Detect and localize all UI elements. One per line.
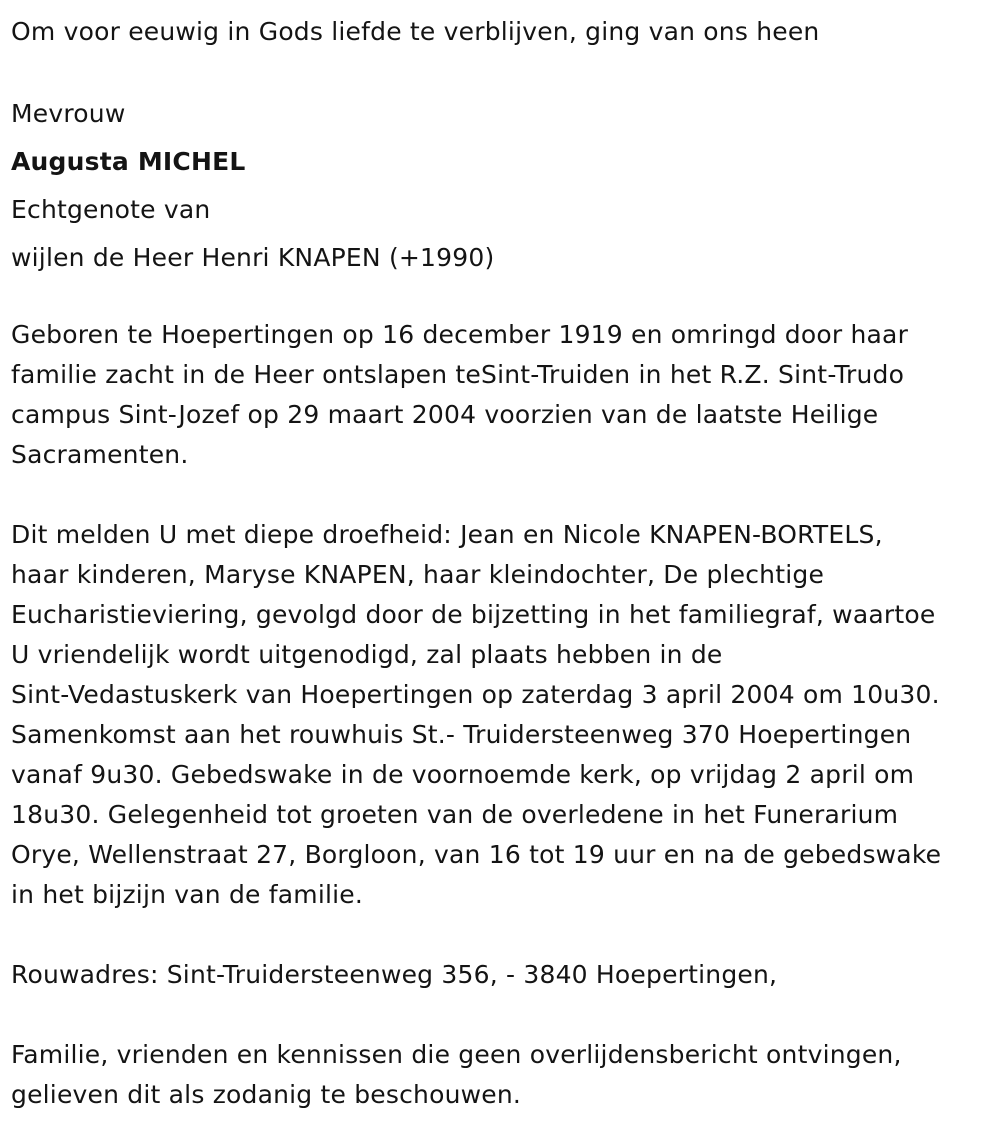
- paragraph-line: Dit melden U met diepe droefheid: Jean en Nicole KNAPEN-BORTELS,: [11, 520, 883, 549]
- paragraph-line: familie zacht in de Heer ontslapen teSint-Truiden in het R.Z. Sint-Trudo: [11, 360, 905, 389]
- paragraph-line: Familie, vrienden en kennissen die geen overlijdensbericht ontvingen,: [11, 1040, 902, 1069]
- mourning-address: Rouwadres: Sint-Truidersteenweg 356, - 3840 Hoepertingen,: [11, 960, 778, 989]
- spacer: [11, 475, 990, 515]
- closing-paragraph: [11, 1035, 990, 1115]
- paragraph-line: vanaf 9u30. Gebedswake in de voornoemde kerk, op vrijdag 2 april om: [11, 760, 915, 789]
- paragraph-line: gelieven dit als zodanig te beschouwen.: [11, 1080, 522, 1109]
- spouse-text: wijlen de Heer Henri KNAPEN (+1990): [11, 243, 495, 272]
- paragraph-line: Orye, Wellenstraat 27, Borgloon, van 16 tot 19 uur en na de gebedswake: [11, 840, 942, 869]
- paragraph-line: Sacramenten.: [11, 440, 189, 469]
- paragraph-line: 18u30. Gelegenheid tot groeten van de overledene in het Funerarium: [11, 800, 899, 829]
- honorific: Mevrouw: [11, 99, 126, 128]
- spacer: [11, 282, 990, 315]
- announcement-paragraph: [11, 515, 990, 915]
- intro-text: Om voor eeuwig in Gods liefde te verblijven, ging van ons heen: [11, 17, 820, 46]
- paragraph-line: Sint-Vedastuskerk van Hoepertingen op zaterdag 3 april 2004 om 10u30.: [11, 680, 940, 709]
- spacer: [11, 56, 990, 90]
- spacer: [11, 995, 990, 1035]
- birth-death-paragraph: [11, 315, 990, 475]
- paragraph-line: U vriendelijk wordt uitgenodigd, zal plaats hebben in de: [11, 640, 723, 669]
- relation-text: Echtgenote van: [11, 195, 211, 224]
- paragraph-line: haar kinderen, Maryse KNAPEN, haar kleindochter, De plechtige: [11, 560, 825, 589]
- paragraph-line: Geboren te Hoepertingen op 16 december 1919 en omringd door haar: [11, 320, 909, 349]
- paragraph-line: Eucharistieviering, gevolgd door de bijzetting in het familiegraf, waartoe: [11, 600, 936, 629]
- paragraph-line: Samenkomst aan het rouwhuis St.- Truidersteenweg 370 Hoepertingen: [11, 720, 912, 749]
- paragraph-line: in het bijzijn van de familie.: [11, 880, 364, 909]
- paragraph-line: campus Sint-Jozef op 29 maart 2004 voorzien van de laatste Heilige: [11, 400, 879, 429]
- deceased-name: Augusta MICHEL: [11, 147, 246, 176]
- spacer: [11, 915, 990, 955]
